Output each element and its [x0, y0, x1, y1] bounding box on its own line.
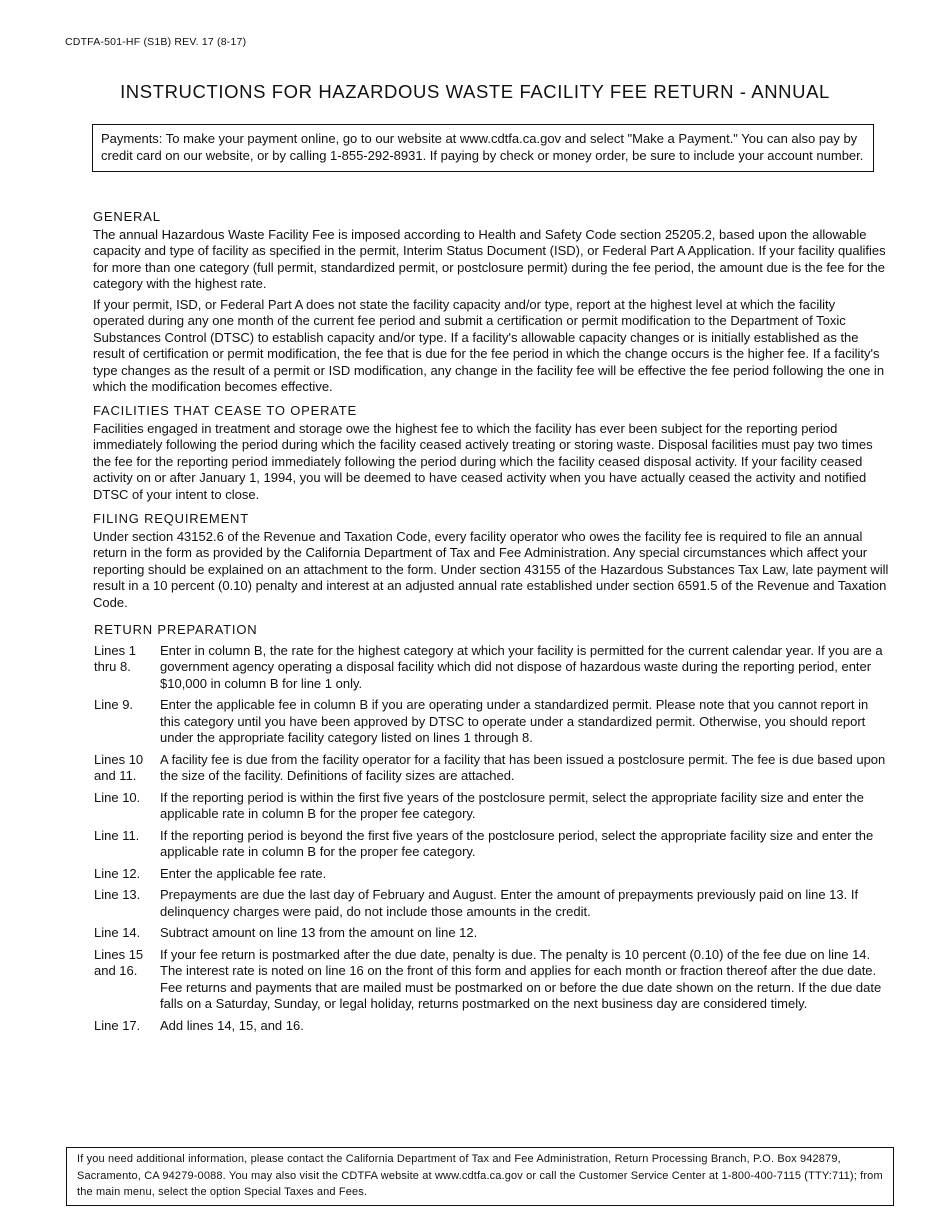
row-label: Lines 1 thru 8. — [94, 642, 136, 674]
row-label: Line 14. — [94, 925, 141, 940]
instruction-row — [94, 887, 890, 920]
payments-box: Payments: To make your payment online, go to our website at www.cdtfa.ca.gov and select "Make a Payment." You can also pay by credit card on our website, or by calling 1-855-292-8931. If paying by check or money order, be sure to include your account number. — [92, 124, 874, 172]
row-text: If the reporting period is beyond the first five years of the postclosure period, select the appropriate facility size and enter the applicable rate in column B for the proper fee category. — [160, 827, 874, 859]
instruction-row — [94, 752, 890, 785]
return-preparation-section — [94, 622, 890, 1039]
row-label: Lines 10 and 11. — [94, 751, 144, 783]
cease-section — [93, 403, 890, 507]
instruction-row — [94, 1018, 890, 1035]
filing-section — [93, 511, 890, 615]
filing-paragraph-1: Under section 43152.6 of the Revenue and Taxation Code, every facility operator who owes the facility fee is required to file an annual return in the form as provided by the California Department of Tax and Fee Administration. Any special circumstances which affect your reporting should be explained on an attachment to the form. Under section 43155 of the Hazardous Substances Tax Law, late payment will result in a 10 percent (0.10) penalty and interest at an adjusted annual rate established under section 6591.5 of the Revenue and Taxation Code. — [93, 528, 889, 610]
row-text: If the reporting period is within the first five years of the postclosure permit, select the appropriate facility size and enter the applicable rate in column B for the proper fee category. — [160, 789, 864, 821]
row-text: Prepayments are due the last day of February and August. Enter the amount of prepayments previously paid on line 13. If delinquency charges were paid, do not include those amounts in the credit. — [160, 887, 859, 919]
general-section — [93, 209, 890, 400]
row-label: Line 13. — [94, 887, 141, 902]
cease-paragraph-1: Facilities engaged in treatment and storage owe the highest fee to which the facility has ever been subject for the reporting period immediately following the period during which the facility ceased actively treating or storing waste. Disposal facilities must pay two times the fee for the reporting period immediately following the period during which the facility ceased disposal activity. If your facility ceased activity on or after January 1, 1994, you will be deemed to have ceased activity when you have actually ceased the activity and notified DTSC of your intent to close. — [93, 420, 873, 502]
row-label: Line 9. — [94, 697, 134, 712]
general-paragraph-2: If your permit, ISD, or Federal Part A does not state the facility capacity and/or type, report at the highest level at which the facility operated during any one month of the current fee period and submit a certification or permit modification to the Department of Toxic Substances Control (DTSC) to establish capacity and/or type. If a facility's allowable capacity changes or is initially established as the result of certification or permit modification, the fee that is due for the fee period in which the change occurs is the higher fee. If a facility's type changes as the result of a permit or ISD modification, any change in the facility fee will be effective the fee period following the one in which the modification becomes effective. — [93, 296, 885, 394]
general-heading: GENERAL — [93, 209, 161, 224]
cease-heading: FACILITIES THAT CEASE TO OPERATE — [93, 403, 357, 418]
instruction-row — [94, 866, 890, 883]
row-label: Line 12. — [94, 865, 141, 881]
return-prep-heading: RETURN PREPARATION — [94, 622, 258, 637]
row-label: Line 10. — [94, 789, 141, 805]
row-label: Line 11. — [94, 827, 140, 843]
instruction-row — [94, 697, 890, 747]
instruction-row — [94, 828, 890, 861]
row-text: Enter the applicable fee rate. — [160, 865, 327, 881]
row-text: Enter in column B, the rate for the highest category at which your facility is permitted for the current calendar year. If you are a government agency operating a disposal facility which did not dispose of hazardous waste during the reporting period, enter $10,000 in column B for line 1 only. — [160, 642, 883, 691]
page-title: INSTRUCTIONS FOR HAZARDOUS WASTE FACILITY FEE RETURN - ANNUAL — [120, 81, 830, 102]
filing-heading: FILING REQUIREMENT — [93, 511, 249, 526]
row-text: Subtract amount on line 13 from the amount on line 12. — [160, 925, 478, 940]
instruction-row — [94, 790, 890, 823]
row-label: Lines 15 and 16. — [94, 946, 144, 978]
instruction-row — [94, 643, 890, 693]
instruction-row — [94, 925, 890, 942]
row-text: Add lines 14, 15, and 16. — [160, 1017, 304, 1033]
instruction-row — [94, 947, 890, 1013]
row-text: If your fee return is postmarked after the due date, penalty is due. The penalty is 10 percent (0.10) of the fee due on line 14. The interest rate is noted on line 16 on the front of this form and applies for each month or fraction thereof after the due date. Fee returns and payments that are mailed must be postmarked on or before the due date shown on the return. If the due date falls on a Saturday, Sunday, or legal holiday, returns postmarked on the next business day are considered timely. — [160, 946, 882, 1011]
form-id: CDTFA-501-HF (S1B) REV. 17 (8-17) — [65, 36, 247, 48]
contact-footer: If you need additional information, please contact the California Department of Tax and Fee Administration, Return Processing Branch, P.O. Box 942879, Sacramento, CA 94279-0088. You may also visit the CDTFA website at www.cdtfa.ca.gov or call the Customer Service Center at 1-800-400-7115 (TTY:711); from the main menu, select the option Special Taxes and Fees. — [66, 1147, 894, 1206]
general-paragraph-1: The annual Hazardous Waste Facility Fee is imposed according to Health and Safety Code section 25205.2, based upon the allowable capacity and type of facility as specified in the permit, Interim Status Document (ISD), or Federal Part A Application. If your facility qualifies for more than one category (full permit, standardized permit, or postclosure permit) during the fee period, the amount due is the fee for the category with the highest rate. — [93, 226, 886, 291]
row-text: A facility fee is due from the facility operator for a facility that has been issued a postclosure permit. The fee is due based upon the size of the facility. Definitions of facility sizes are attached. — [160, 751, 886, 783]
row-label: Line 17. — [94, 1017, 141, 1033]
row-text: Enter the applicable fee in column B if you are operating under a standardized permit. Please note that you cannot report in this category until you have been approved by DTSC to operate under a standardized permit. Otherwise, you should report under the appropriate facility category listed on lines 1 through 8. — [160, 697, 869, 745]
